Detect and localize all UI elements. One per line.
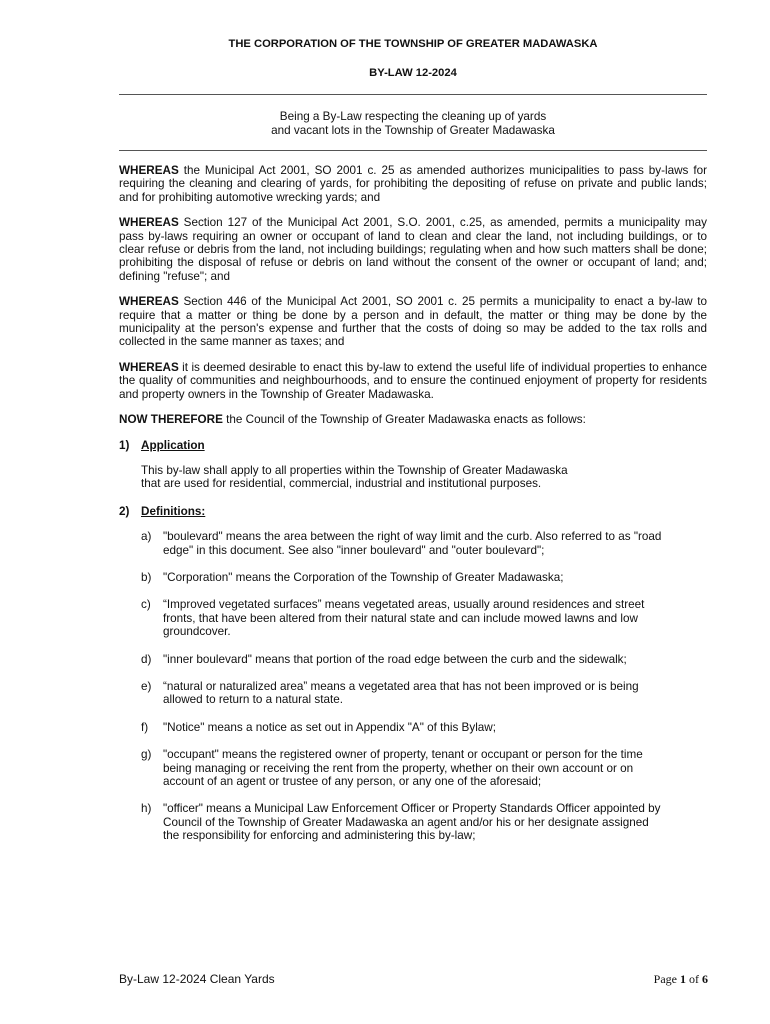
definition-item: [141, 748, 707, 788]
definition-item: [141, 530, 707, 557]
document-body: [119, 164, 707, 857]
page-of: of: [686, 972, 702, 986]
page-total: 6: [702, 972, 708, 986]
section-label: Definitions:: [141, 504, 206, 518]
page-current: 1: [680, 972, 686, 986]
definition-letter: d): [141, 652, 152, 666]
definitions-list: [119, 530, 707, 843]
definition-letter: h): [141, 802, 152, 816]
definition-item: [141, 598, 707, 638]
definition-text: "Corporation" means the Corporation of the Township of Greater Madawaska;: [163, 570, 564, 584]
now-therefore-paragraph: [119, 413, 707, 426]
section-number: 2): [119, 504, 130, 518]
definition-letter: a): [141, 530, 152, 544]
now-therefore-text: the Council of the Township of Greater Madawaska enacts as follows:: [222, 413, 586, 427]
section-definitions-heading: [119, 505, 707, 518]
definition-item: [141, 571, 707, 584]
whereas-paragraph: [119, 361, 707, 401]
section-label: Application: [141, 438, 205, 452]
definition-letter: c): [141, 598, 151, 612]
definition-letter: b): [141, 570, 152, 584]
whereas-paragraph: [119, 164, 707, 204]
definition-letter: f): [141, 720, 149, 734]
definition-letter: g): [141, 748, 152, 762]
whereas-text: Section 446 of the Municipal Act 2001, SO 2001 c. 25 permits a municipality to enact a by-law to require that a matter or thing be done by a person and in default, the matter or thing may be done by the municipality at the person's expense and further that the costs of doing so may be added to the tax rolls and collected in the same manner as taxes; and: [119, 295, 707, 349]
footer-document-name: By-Law 12-2024 Clean Yards: [119, 972, 275, 986]
divider-top: [119, 94, 707, 95]
document-title: THE CORPORATION OF THE TOWNSHIP OF GREATER MADAWASKA: [228, 38, 598, 50]
section-number: 1): [119, 438, 130, 452]
whereas-keyword: WHEREAS: [119, 164, 179, 177]
definition-text: "boulevard" means the area between the right of way limit and the curb. Also referred to as "road edge" in this document. See also "inner boulevard" and "outer boulevard";: [163, 530, 662, 557]
whereas-text: it is deemed desirable to enact this by-law to extend the useful life of individual properties to enhance the quality of communities and neighbourhoods, and to ensure the continued enjoyment of property for residents and property owners in the Township of Greater Madawaska.: [119, 360, 707, 401]
definition-text: "Notice" means a notice as set out in Appendix "A" of this Bylaw;: [163, 720, 496, 734]
definition-item: [141, 802, 707, 842]
whereas-keyword: WHEREAS: [119, 216, 179, 230]
whereas-text: Section 127 of the Municipal Act 2001, S.O. 2001, c.25, as amended, permits a municipality may pass by-laws requiring an owner or occupant of land to clean and clear the land, not including buildings, or to clear refuse or debris from the land, not including buildings; regulating when and how such matters shall be done; prohibiting the disposal of refuse or debris on land without the consent of the owner or occupant of land; and; defining "refuse"; and: [119, 216, 707, 283]
page-word: Page: [653, 972, 680, 986]
definition-text: "occupant" means the registered owner of property, tenant or occupant or person for the time being managing or receiving the rent from the property, whether on their own account or on account of an agent or trustee of any person, or any one of the aforesaid;: [163, 748, 643, 788]
whereas-paragraph: [119, 295, 707, 349]
definition-text: “natural or naturalized area” means a vegetated area that has not been improved or is being allowed to return to a natural state.: [163, 679, 639, 707]
whereas-paragraph: [119, 216, 707, 283]
whereas-text: the Municipal Act 2001, SO 2001 c. 25 as amended authorizes municipalities to pass by-laws for requiring the cleaning and clearing of yards, for prohibiting the depositing of refuse on private and public lands; and for prohibiting automotive wrecking yards; and: [119, 164, 707, 204]
whereas-keyword: WHEREAS: [119, 360, 179, 374]
definition-text: "officer" means a Municipal Law Enforcement Officer or Property Standards Officer appointed by Council of the Township of Greater Madawaska an agent and/or his or her designate assigned the responsibility for enforcing and administering this by-law;: [163, 802, 661, 843]
document-page: [119, 0, 707, 1024]
application-line-1: This by-law shall apply to all properties within the Township of Greater Madawaska: [141, 463, 568, 477]
section-application-heading: [119, 439, 707, 452]
definition-item: [141, 721, 707, 734]
definition-item: [141, 653, 707, 666]
subtitle-line-2: and vacant lots in the Township of Greater Madawaska: [271, 124, 555, 137]
now-therefore-keyword: NOW THEREFORE: [119, 413, 223, 427]
application-line-2: that are used for residential, commercial, industrial and institutional purposes.: [141, 477, 542, 491]
section-application-text: [141, 464, 707, 491]
divider-bottom: [119, 150, 707, 151]
definition-text: "inner boulevard" means that portion of the road edge between the curb and the sidewalk;: [163, 652, 627, 666]
definition-letter: e): [141, 679, 152, 693]
whereas-keyword: WHEREAS: [119, 295, 179, 309]
subtitle-line-1: Being a By-Law respecting the cleaning up of yards: [279, 110, 547, 123]
definition-item: [141, 680, 707, 707]
bylaw-subtitle: [119, 110, 707, 138]
footer-page-number: [654, 973, 708, 986]
bylaw-number: BY-LAW 12-2024: [369, 67, 457, 79]
definition-text: “Improved vegetated surfaces” means vegetated areas, usually around residences and street fronts, that have been altered from their natural state and can include mowed lawns and low groundcover.: [163, 598, 645, 639]
